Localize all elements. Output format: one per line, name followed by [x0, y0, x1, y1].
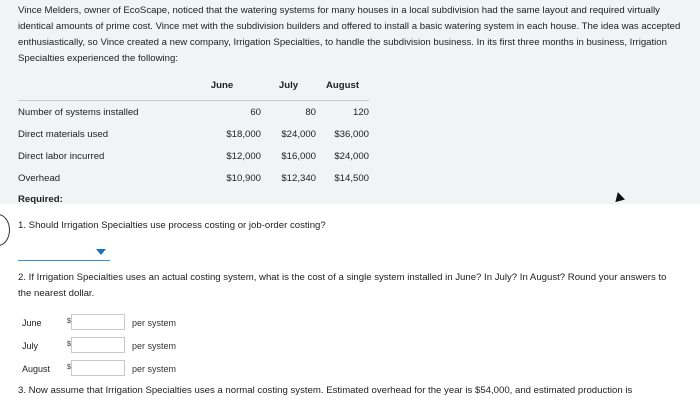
table-corner — [18, 80, 183, 101]
cell: $12,000 — [226, 150, 261, 162]
intro-text: Vince Melders, owner of EcoScape, noticed that the watering systems for many houses in a local subdivision had the same layout and required virtually identical amounts of prime cost. Vince met with the subdivision builders and offered to install a basic watering system in each house. The idea was accepted enthusiastically, so Vince created a new company, Irrigation Specialties, to handle the subdivision business. In its first three months in business, Irrigation Specialties experienced the following: — [18, 5, 681, 64]
question-3: 3. Now assume that Irrigation Specialties uses a normal costing system. Estimated overhead for the year is $54,000, and estimated production is — [18, 385, 633, 396]
table-row — [18, 167, 369, 189]
dropdown-arrow-icon[interactable] — [96, 249, 106, 255]
dollar-sign: $ — [67, 318, 71, 325]
cost-row-label-july: July — [22, 341, 39, 351]
table-row — [18, 145, 369, 167]
table-row — [18, 123, 369, 145]
unit-label: per system — [132, 364, 177, 374]
cell: $24,000 — [281, 128, 316, 140]
question-2: 2. If Irrigation Specialties uses an actual costing system, what is the cost of a single system installed in June? In July? In August? Round your answers to the nearest dollar. — [18, 272, 667, 299]
table-row — [18, 101, 369, 124]
cell: $24,000 — [334, 150, 369, 162]
question-1: 1. Should Irrigation Specialties use process costing or job-order costing? — [18, 220, 326, 231]
unit-label: per system — [132, 318, 177, 328]
cell: 80 — [261, 101, 316, 124]
cell: 120 — [316, 101, 369, 124]
cell: $12,340 — [281, 172, 316, 184]
cell: $18,000 — [226, 128, 261, 140]
scroll-indicator-arc — [0, 214, 10, 246]
q1-costing-dropdown[interactable] — [18, 246, 110, 261]
cost-row-label-august: August — [22, 364, 51, 374]
production-table — [18, 80, 369, 189]
cost-row-label-june: June — [22, 318, 42, 328]
row-label: Direct labor incurred — [18, 150, 105, 162]
unit-label: per system — [132, 341, 177, 351]
row-label: Direct materials used — [18, 128, 109, 140]
dollar-sign: $ — [67, 364, 71, 371]
june-cost-input[interactable] — [71, 314, 125, 330]
required-label: Required: — [18, 194, 63, 205]
cell: 60 — [183, 101, 261, 124]
dollar-sign: $ — [67, 341, 71, 348]
cell: $10,900 — [226, 172, 261, 184]
cell: $36,000 — [334, 128, 369, 140]
cell: $16,000 — [281, 150, 316, 162]
col-july: July — [278, 80, 299, 91]
july-cost-input[interactable] — [71, 337, 125, 353]
august-cost-input[interactable] — [71, 360, 125, 376]
col-june: June — [210, 80, 234, 91]
cell: $14,500 — [334, 172, 369, 184]
row-label: Number of systems installed — [18, 101, 183, 124]
row-label: Overhead — [18, 172, 61, 184]
table-header-row — [18, 80, 369, 101]
col-august: August — [325, 80, 360, 91]
